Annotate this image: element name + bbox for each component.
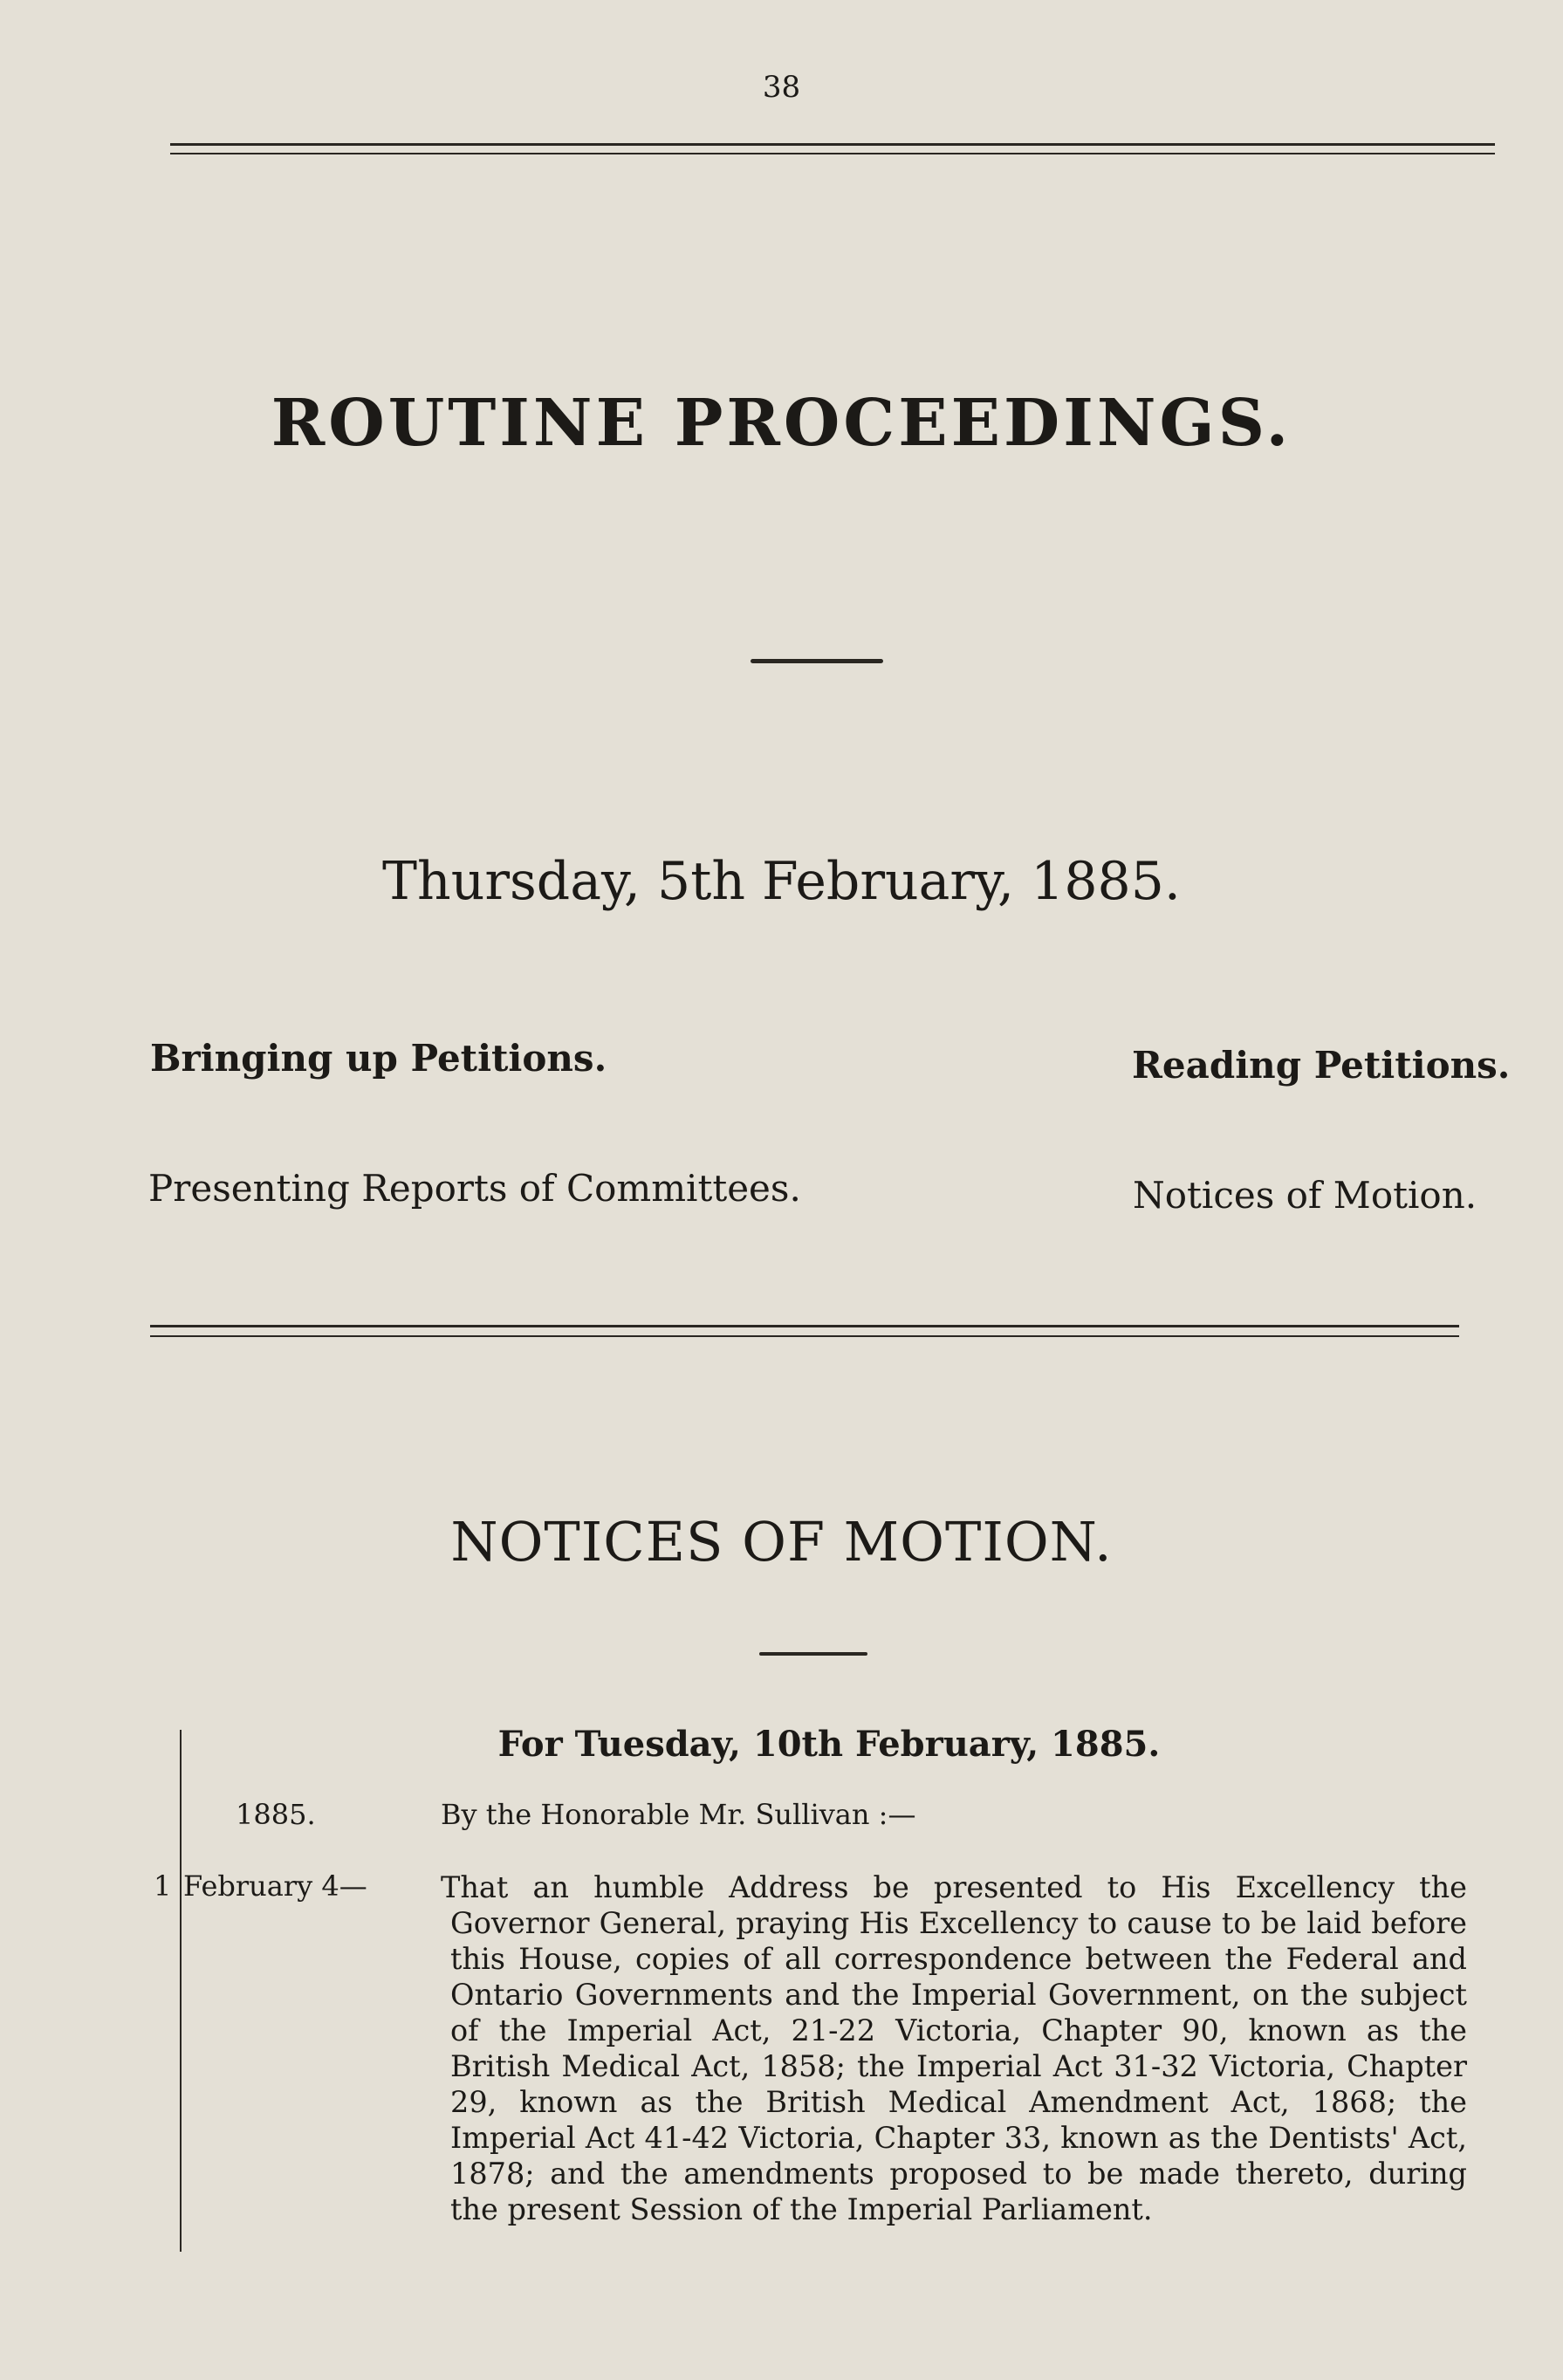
header-rule-top — [170, 143, 1495, 146]
notices-ornament-rule — [759, 1652, 867, 1656]
notice-year: 1885. — [236, 1798, 316, 1831]
heading-ornament-rule — [751, 659, 883, 663]
notice-entry-date: February 4— — [183, 1869, 367, 1903]
notice-mover: By the Honorable Mr. Sullivan :— — [441, 1798, 916, 1831]
page-number: 38 — [762, 70, 801, 105]
routine-proceedings-heading: ROUTINE PROCEEDINGS. — [271, 386, 1292, 461]
notice-entry-number: 1 — [154, 1869, 172, 1903]
routine-item-reading-petitions: Reading Petitions. — [1132, 1044, 1511, 1087]
margin-rule — [180, 1730, 182, 2252]
notice-section-date: For Tuesday, 10th February, 1885. — [497, 1724, 1161, 1765]
section-rule-bottom — [150, 1335, 1459, 1337]
routine-item-notices-of-motion: Notices of Motion. — [1133, 1174, 1477, 1217]
notice-entry-text: That an humble Address be presented to His Excellency the Governor General, praying His Excellency to cause to be laid before this House, copies of all correspondence between the Federal and Ontario Governments and the Imperial Government, on the subject of the Imperial Act, 21-22 Victoria, Chapter 90, known as the British Medical Act, 1858; the Imperial Act 31-32 Victoria, Chapter 29, known as the British Medical Amendment Act, 1868; the Imperial Act 41-42 Victoria, Chapter 33, known as the Dentists' Act, 1878; and the amendments proposed to be made thereto, during the present Session of the Imperial Parliament. — [441, 1870, 1467, 2226]
section-rule-top — [150, 1325, 1459, 1327]
header-rule-bottom — [170, 153, 1495, 154]
routine-item-bringing-up-petitions: Bringing up Petitions. — [150, 1037, 607, 1080]
sitting-date: Thursday, 5th February, 1885. — [382, 851, 1181, 912]
notices-of-motion-heading: NOTICES OF MOTION. — [450, 1510, 1113, 1574]
routine-item-presenting-reports: Presenting Reports of Committees. — [148, 1167, 801, 1210]
